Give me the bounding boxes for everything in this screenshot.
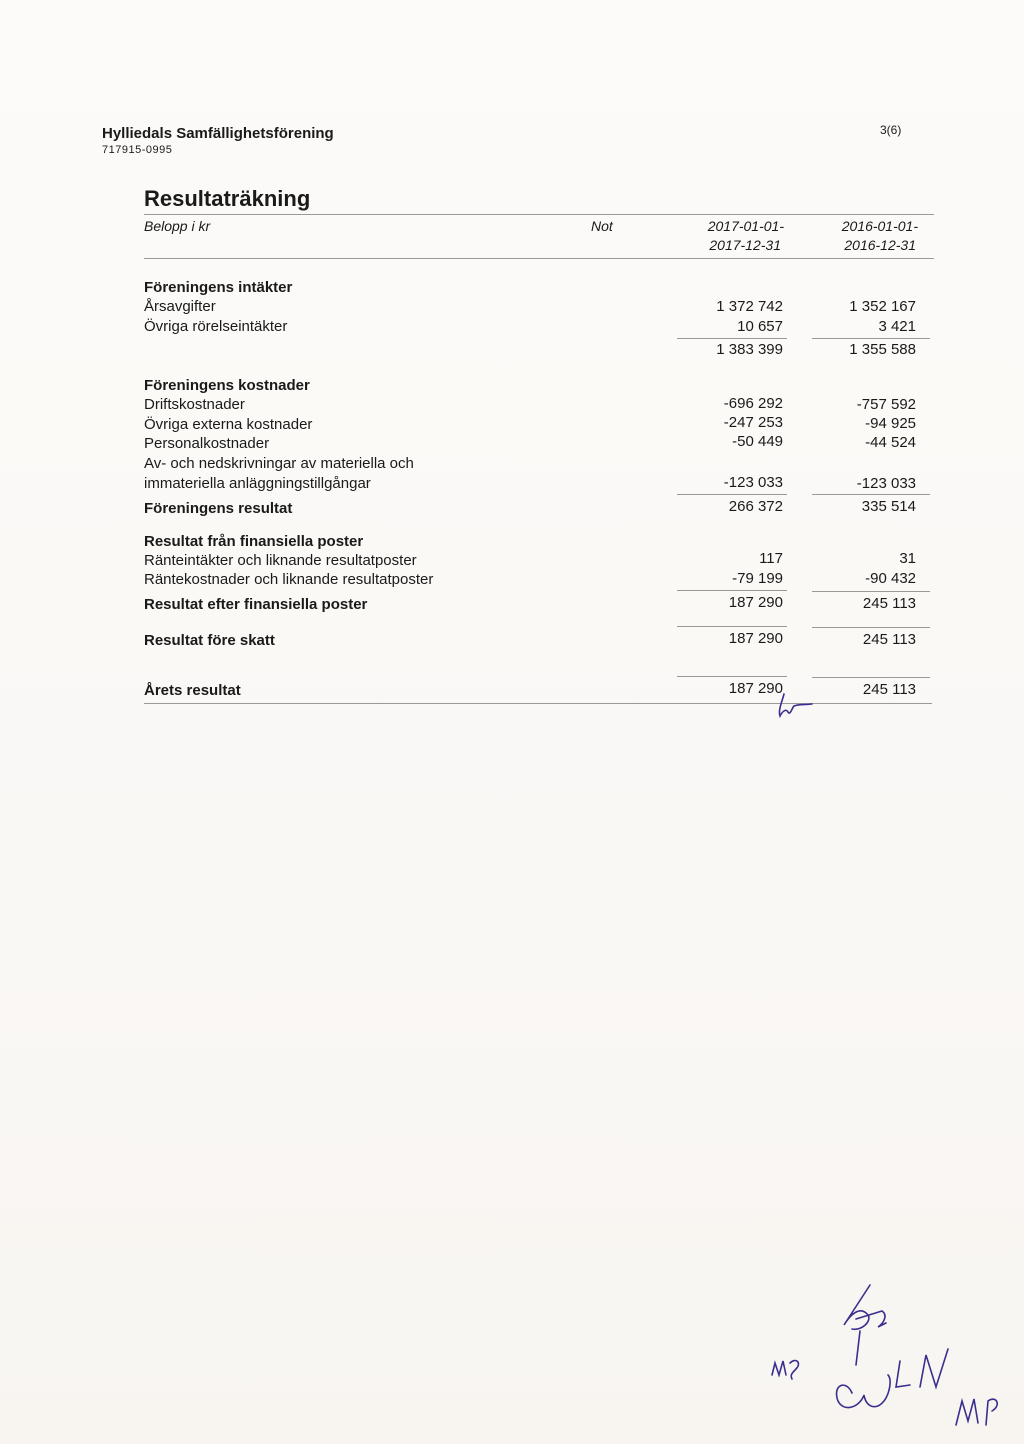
cost-row-current: -247 253 [723, 414, 783, 431]
operating-result-previous: 335 514 [861, 498, 916, 515]
income-row-previous: 3 421 [878, 318, 916, 335]
subtotal-rule [812, 591, 930, 592]
subtotal-rule [677, 338, 787, 339]
income-row-previous: 1 352 167 [849, 298, 916, 315]
cost-row-current: -50 449 [732, 433, 783, 450]
financial-row-label: Räntekostnader och liknande resultatposter [144, 571, 434, 588]
subtotal-rule [677, 494, 787, 495]
cost-row-label: Driftskostnader [144, 396, 245, 413]
header-top-rule [144, 214, 934, 215]
result-after-financial-label: Resultat efter finansiella poster [144, 596, 368, 613]
subtotal-rule [812, 627, 930, 628]
result-before-tax-previous: 245 113 [862, 631, 916, 648]
cost-row-label-line2: immateriella anläggningstillgångar [144, 475, 371, 492]
year-result-label: Årets resultat [144, 682, 241, 699]
cost-row-label-line1: Av- och nedskrivningar av materiella och [144, 455, 414, 472]
financial-row-label: Ränteintäkter och liknande resultatposter [144, 552, 417, 569]
subtotal-rule [812, 494, 930, 495]
subtotal-rule [677, 590, 787, 591]
organization-number: 717915-0995 [102, 144, 173, 156]
income-row-label: Övriga rörelseintäkter [144, 318, 288, 335]
cost-row-current: -123 033 [723, 474, 783, 491]
page-title: Resultaträkning [144, 186, 311, 211]
operating-result-label: Föreningens resultat [144, 500, 293, 517]
income-row-current: 1 372 742 [716, 298, 783, 315]
income-total-previous: 1 355 588 [849, 341, 916, 358]
costs-heading: Föreningens kostnader [144, 377, 310, 394]
income-row-current: 10 657 [737, 318, 783, 335]
handwritten-signatures [760, 1275, 1010, 1435]
cost-row-label: Övriga externa kostnader [144, 416, 313, 433]
subtotal-rule [812, 677, 930, 678]
year-result-previous: 245 113 [862, 681, 916, 698]
cost-row-current: -696 292 [723, 395, 783, 412]
operating-result-current: 266 372 [728, 498, 783, 515]
result-after-financial-current: 187 290 [728, 594, 783, 611]
cost-row-previous: -757 592 [856, 396, 916, 413]
result-before-tax-current: 187 290 [728, 630, 783, 647]
page-number: 3(6) [880, 123, 902, 137]
result-before-tax-label: Resultat före skatt [144, 632, 275, 649]
income-total-current: 1 383 399 [716, 341, 783, 358]
subtotal-rule [677, 626, 787, 627]
result-after-financial-previous: 245 113 [862, 595, 916, 612]
period-previous-end: 2016-12-31 [844, 237, 916, 253]
note-column-header: Not [591, 218, 613, 234]
organization-name: Hylliedals Samfällighetsförening [102, 125, 334, 142]
year-result-current: 187 290 [728, 680, 783, 697]
financial-row-current: -79 199 [732, 570, 783, 587]
subtotal-rule [677, 676, 787, 677]
cost-row-previous: -123 033 [856, 475, 916, 492]
handwritten-initials-mark [768, 690, 818, 720]
cost-row-previous: -44 524 [865, 434, 916, 451]
header-bottom-rule [144, 258, 934, 259]
period-current-start: 2017-01-01- [707, 218, 784, 234]
financial-row-previous: 31 [899, 550, 916, 567]
period-previous-start: 2016-01-01- [841, 218, 918, 234]
period-current-end: 2017-12-31 [709, 237, 781, 253]
income-row-label: Årsavgifter [144, 298, 216, 315]
cost-row-previous: -94 925 [865, 415, 916, 432]
subtotal-rule [812, 338, 930, 339]
amount-unit-label: Belopp i kr [144, 218, 211, 234]
income-heading: Föreningens intäkter [144, 279, 293, 296]
cost-row-label: Personalkostnader [144, 435, 270, 452]
financial-heading: Resultat från finansiella poster [144, 533, 364, 550]
financial-row-current: 117 [759, 550, 783, 567]
financial-row-previous: -90 432 [865, 570, 916, 587]
